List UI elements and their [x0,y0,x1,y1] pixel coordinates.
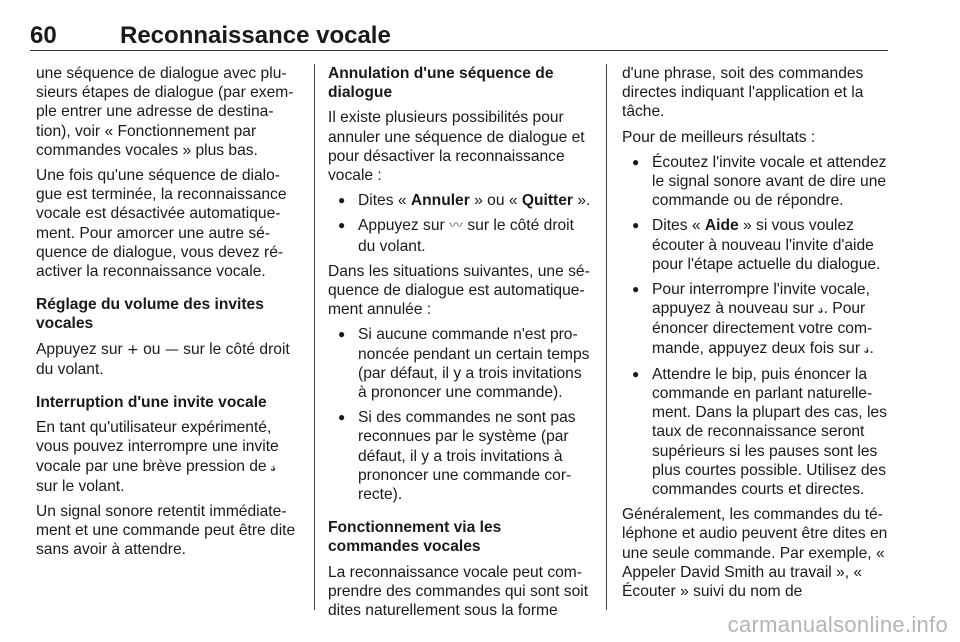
minus-icon: — [164,341,179,358]
bullet-list-tips [622,153,890,499]
paragraph: Dans les situations suivantes, une séquence de dialogue est automatiquement annulée : [328,262,590,319]
watermark: carmanualsonline.info [727,612,948,637]
list-item: ● Appuyez sur 〰 sur le côté droit du volant. [328,216,594,255]
paragraph: Il existe plusieurs possibilités pour annuler une séquence de dialogue et pour désactiver la reconnaissance vocale : [328,109,585,185]
paragraph: d'une phrase, soit des commandes directes indiquant l'application et la tâche. [622,65,864,121]
paragraph: Généralement, les commandes du téléphone et audio peuvent être dites en une seule commande. Par exemple, « Appeler David Smith au travail », « Écouter » suivi du nom de [622,506,888,601]
section-heading-voice-commands: Fonctionnement via les commandes vocales [328,519,502,556]
paragraph: Un signal sonore retentit immédiatement et une commande peut être dite sans avoir à attendre. [36,503,296,559]
list-item: ● Pour interrompre l'invite vocale, appuyez à nouveau sur 𝓈. Pour énoncer directement votre commande, appuyez deux fois sur 𝓈. [622,280,890,359]
paragraph: une séquence de dialogue avec plusieurs étapes de dialogue (par exemple entrer une adresse de destination), voir « Fonctionnement par commandes vocales » plus bas. [36,65,294,159]
section-heading-volume: Réglage du volume des invites vocales [36,296,264,333]
plus-icon: + [127,341,139,358]
paragraph: Une fois qu'une séquence de dialogue est terminée, la reconnaissance vocale est désactivée automatiquement. Pour amorcer une autre séquence de dialogue, vous devez réactiver la reconnaissance vocale. [36,167,287,281]
bullet-list-cancel [328,191,594,256]
hang-up-icon: 〰 [449,218,464,235]
list-item: ● Écoutez l'invite vocale et attendez le signal sonore avant de dire une commande ou de répondre. [622,153,890,211]
list-item: ● Attendre le bip, puis énoncer la commande en parlant naturellement. Dans la plupart des cas, les taux de reconnaissance seront supérieurs si les pauses sont les plus courtes possible. Utilisez des commandes courts et directes. [622,365,890,499]
header-rule [30,50,888,51]
section-heading-cancel: Annulation d'une séquence de dialogue [328,65,554,102]
page-header [30,14,888,50]
paragraph: La reconnaissance vocale peut comprendre des commandes qui sont soit dites naturellement sous la forme [328,563,589,620]
page-title: Reconnaissance vocale [120,22,391,49]
column-divider-2 [606,64,607,610]
voice-button-icon: 𝓈 [818,301,824,318]
list-item: ● Dites « Aide » si vous voulez écouter à nouveau l'invite d'aide pour l'étape actuelle du dialogue. [622,216,890,274]
paragraph-volume: Appuyez sur + ou — sur le côté droit du volant. [36,340,290,378]
bullet-list-auto-cancel [328,325,594,504]
column-divider-1 [314,64,315,610]
column-1 [36,64,300,566]
paragraph: Pour de meilleurs résultats : [622,128,816,146]
list-item: ● Dites « Annuler » ou « Quitter ». [328,191,594,210]
paragraph-interrupt: En tant qu'utilisateur expérimenté, vous pouvez interrompre une invite vocale par une brève pression de 𝓈 sur le volant. [36,419,279,495]
page-number: 60 [30,22,57,49]
list-item: ● Si des commandes ne sont pas reconnues par le système (par défaut, il y a trois invitations à prononcer une commande correcte). [328,408,594,504]
list-item: ● Si aucune commande n'est prononcée pendant un certain temps (par défaut, il y a trois invitations à prononcer une commande). [328,325,594,402]
section-heading-interrupt: Interruption d'une invite vocale [36,394,267,412]
column-2 [328,64,594,626]
column-3 [622,64,890,607]
voice-button-icon: 𝓈 [864,340,870,357]
voice-button-icon: 𝓈 [270,458,277,475]
